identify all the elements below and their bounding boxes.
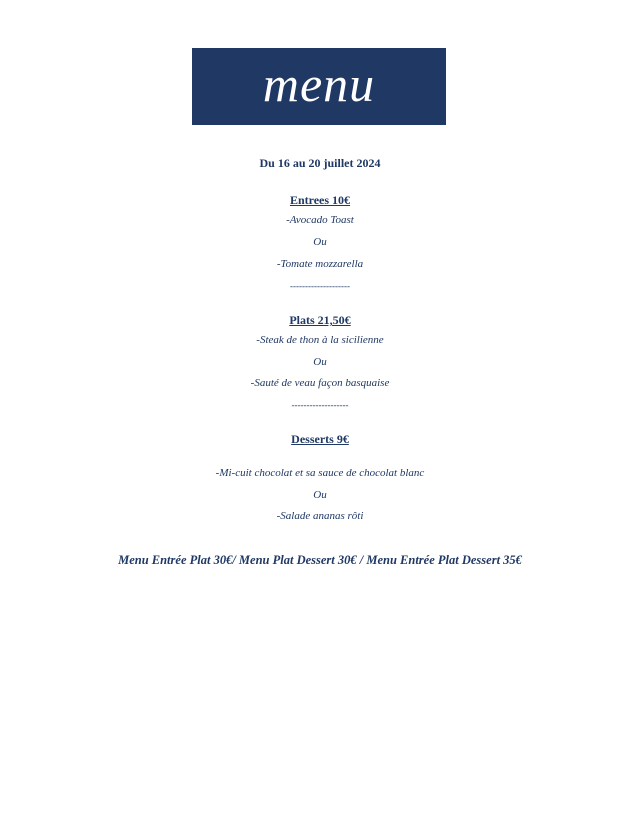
section-title-entrees: Entrees 10€ bbox=[289, 193, 351, 207]
entree-item-1: -Avocado Toast bbox=[286, 214, 354, 226]
entree-or: Ou bbox=[313, 236, 327, 248]
plat-item-2: -Sauté de veau façon basquaise bbox=[250, 377, 390, 389]
menu-formulas: Menu Entrée Plat 30€/ Menu Plat Dessert 30€ / Menu Entrée Plat Dessert 35€ bbox=[118, 553, 522, 567]
entree-item-2: -Tomate mozzarella bbox=[276, 258, 364, 270]
dessert-or: Ou bbox=[313, 489, 327, 501]
menu-title: menu bbox=[262, 55, 376, 112]
dessert-item-2: -Salade ananas rôti bbox=[276, 510, 364, 522]
section-separator: -------------------- bbox=[290, 281, 350, 291]
section-title-desserts: Desserts 9€ bbox=[291, 432, 349, 446]
plat-or: Ou bbox=[313, 356, 327, 368]
section-separator: ------------------- bbox=[291, 400, 349, 410]
section-title-plats: Plats 21,50€ bbox=[289, 313, 351, 327]
menu-banner bbox=[192, 48, 446, 125]
dessert-item-1: -Mi-cuit chocolat et sa sauce de chocolat blanc bbox=[215, 467, 425, 479]
plat-item-1: -Steak de thon à la sicilienne bbox=[256, 334, 384, 346]
date-range: Du 16 au 20 juillet 2024 bbox=[259, 156, 381, 170]
